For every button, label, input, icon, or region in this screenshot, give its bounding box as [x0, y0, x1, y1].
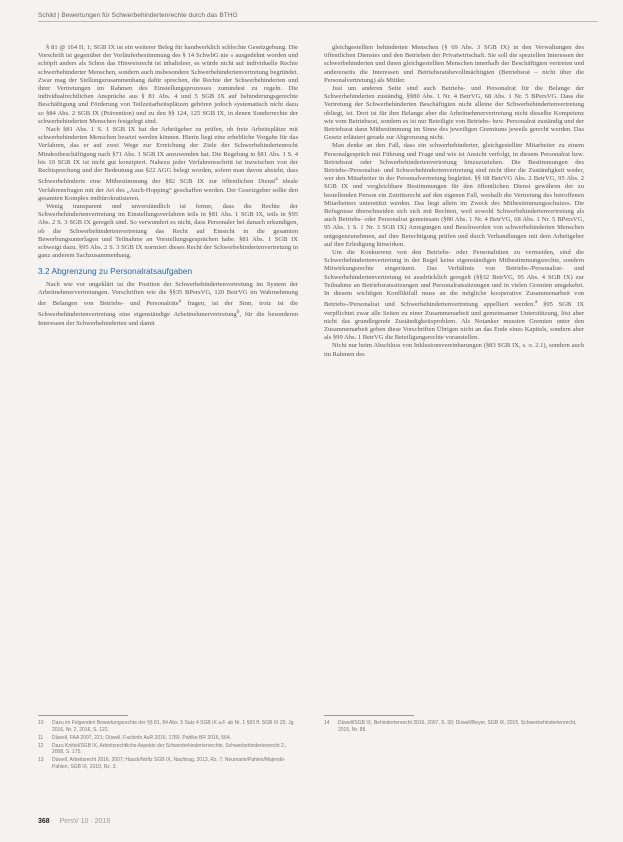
footnote-text: Düwell, Arbeitsrecht 2016, 2007; Hauck/Noftz SGB IX, Nachtrag, 2013, Rz. 7; Neumann/Pahlen/Majerski-Pahlen, SGB IX, 2010, Rz. 3.	[52, 757, 286, 771]
footnote	[38, 743, 298, 756]
body-paragraph: Wenig transparent und unverständlich ist ferner, dass die Rechte der Schwerbehindertenvertretung im Einstellungsverfahren teils in §81 Abs. 1 SGB IX, teils in §95 Abs. 2 S. 3 SGB IX geregelt sind. So verwundert es nicht, dass Personaler bei danach erkundigen, ob die Schwerbehindertenvertretung das Recht auf Einsicht in die gesamten Bewerbungsunterlagen und Teilnahme an Vorstellungsgesprächen habe. §81 Abs. 1 SGB IX schweigt dazu. §95 Abs. 2 S. 3 SGB IX normiert dieses Recht der Schwerbehindertenvertretung in ganz anderem Sachzusammenhang.	[38, 203, 298, 260]
right-column	[324, 44, 584, 359]
journal-name: PersV 10 · 2016	[59, 818, 111, 825]
footnotes-left	[38, 712, 298, 772]
footnote-divider	[38, 715, 128, 716]
footnote-text: Düwell, FAA 2007, 221; Düwell, Fachinfo AuR 2016, 1789, Pahlke BR 2016, 564.	[52, 734, 232, 741]
body-paragraph: gleichgestellten behinderten Menschen (§ 69 Abs. 3 SGB IX) in den Verwaltungen des öffentlichen Dienstes und den Betrieben der Privatwirtschaft. Sie soll die speziellen Interessen der schwerbehinderten und ihnen gleichgestellten Menschen innerhalb der Beschäftigten vertreten und andererseits die Interessen und Betriebsratsbevollmächtigten (Betriebsrat – nicht über die Personalvertretung) als Mittler.	[324, 44, 584, 84]
footnote-text: Düwell/SGB IX, Behindertenrecht 2016, 2007, S. 30; Düwell/Beyer, SGB IX, 2015, Schwerbehindertenrecht, 2015, Nr. 88.	[338, 720, 577, 733]
footnote-number: 13	[38, 757, 44, 764]
footnote	[38, 720, 298, 733]
footnotes-right	[324, 712, 584, 735]
footnote-divider	[324, 715, 414, 716]
body-paragraph: Nach §81 Abs. 1 S. 1 SGB IX hat der Arbeitgeber zu prüfen, ob freie Arbeitsplätze mit schwerbehinderten Menschen besetzt werden können. Hierin liegt eine erhebliche Vorgabe für das Verfahren, das er auf zwei Wege zur Erreichung der Ziele der Schwerbehindertenrecht Mindestbeschäftigung nach §71 Abs. 1 SGB IX anzuwenden hat. Die Regelung in §81 Abs. 1 S. 4 bis 10 SGB IX ist nicht gut konzipiert. Nahezu jeder Verfahrensschritt ist inzwischen von der Rechtsprechung und der Bedeutung aus §22 AGG belegt worden, sofern man davon absieht, dass Schwerbehinderte eine Mitbestimmung der §82 SGB IX zur öffentlichen Dienst$^a$ ideale Verfahrensfragen mit der Art des „Auch-Hopping“ geschaffen werden. Der Gesetzgeber sollte den gesamten Komplex entbürokratisieren.	[38, 126, 299, 202]
body-paragraph: Nicht nur beim Abschluss von Inklusionsvereinbarungen (§83 SGB IX, s. o. 2.1), sondern auch im Rahmen des	[324, 342, 584, 358]
body-paragraph: Nach wie vor ungeklärt ist die Position der Schwerbehindertenvertretung im System der Arbeitnehmervertretungen. Vorschriften wie die §§35 BPersVG, 120 BetrVG im Wahrnehmung der Belangen von Betriebs- und Personalräte$^a$ fragen, ist der Sinn, trotz ist die Schwerbehindertenvertretung eine eigenständige Arbeitnehmervertretung$^b$, für die besonderen Interessen der Schwerbehinderten und damit	[38, 280, 299, 327]
footnote	[324, 720, 584, 733]
footnote-number: 12	[38, 742, 44, 749]
right-body	[324, 44, 584, 359]
body-paragraph: Just um anderen Seite sind auch Betriebs- und Personalrat für die Belange der Schwerbehinderten zuständig, §§80 Abs. 1 Nr. 4 BetrVG, 68 Abs. 1 Nr. 5 BPersVG. Dass die Vertretung der Schwerbehinderten Beschäftigten nicht alleine der Schwerbehindertenvertretung obliegt, ist. Dort ist für ihre Belange aber die Arbeitnehmervertretung nicht dieselbe Kompetenz wie vom Betriebsrat, sondern es ist nur Beteiligte von Betriebs- bzw. Personalrat zuständig und der Betriebsrat dann Mitbestimmung im Sinne des jeweiligen Gremiums jeweils gerecht werden. Das Gesetz erläutert gerade zur Abgrenzung nicht.	[324, 85, 584, 142]
left-body	[38, 44, 298, 260]
footnote-text: Dazu im Folgenden Bewertungsrechte der §§ 81, 84 Abs. 5 Satz 4 SGB IX a.F. ab Nr. 1 §83 ff. SGB IX 20. Jg. 2016, Nr. 2, 2016, S. 122.	[52, 720, 295, 733]
running-header	[38, 12, 598, 22]
footnote	[38, 735, 298, 742]
footnote-number: 10	[38, 720, 44, 726]
left-column	[38, 44, 298, 328]
section-body	[38, 281, 298, 328]
body-paragraph: Um die Konkurrenz von den Betriebs- oder Personalräten zu vermeiden, sind die Schwerbehindertenvertretung in der Regel keine eigenständigen Mitbestimmungsrechte, sondern Mitwirkungsrechte eingeräumt. Das Verhältnis von Betriebs-/Personalrat- und Schwerbehindertenvertretung ist ausdrücklich geregelt (§§32 BetrVG, 95 Abs. 4 SGB IX) zur Teilnahme an Betriebsratssitzungen und Personalratssitzungen und in vielen Gremien umgekehrt. In diesem wichtigen Konfliktfall muss an die mögliche kooperative Zusammenarbeit von Betriebs-/Personalrat und Schwerbehindertenvertretung appelliert werden.$^a$ §95 SGB IX verpflichtet zwar alle Seiten zu einer Zusammenarbeit und gemeinsamer Unterstützung, löst aber nicht das grundlegende Zuständigkeitsproblem. Als Notanker mussten Gremien unter den Zusammenarbeit geben diese Vorschriften Übrigen nicht an das Ende eines Kapitels, sondern aber als §99 Abs. 1 BetrVG die Beteiligungsrechte voranstellen.	[324, 249, 585, 342]
body-paragraph: § 81 @ 164 II, 1; SGB IX ist ein weiterer Beleg für handwerklich schlechte Gesetzgebung. Die Vorschrift ist gegenüber der Vorläuferbestimmung des § 14 SchwbG nie « ausgedehnt worden und schöpft anders als Schon das Hinweisrecht ist inhaltsleer, es würde nicht auf individuelle Rechte schwerbehinderter Menschen, sondern auch insbesondere Schwerbehindertenvertretung begründet. Zwar mag der Stellungszusammenhang dafür sprechen, die Rechte der Schwerbehinderten und ihrer Vertretungen im Rahmen des Einstellungsprozesses zumindest zu regeln. Die individualrechtlichen Ansprüche aus § 81 Abs. 4 und 5 SGB IX auf behinderungsgerechte Beschäftigung und Förderung von Teilzeitarbeitsplätzen gehören jedoch systematisch nicht dazu so §84 Abs. 2 SGB IX (Prävention) und zu den §§ 124, 125 SGB IX, in denen Sonderrechte der schwerbehinderten Menschen festgelegt sind.	[38, 44, 298, 125]
running-title: Schild | Bewertungen für Schwerbehindertenrechte durch das BTHG	[38, 12, 238, 19]
footnote-number: 11	[38, 734, 44, 741]
page-footer	[38, 818, 110, 825]
section-title: 3.2 Abgrenzung zu Personalratsaufgaben	[38, 266, 193, 277]
footnote-text: Dazu Knittel/SGB IX, Arbeitsrechtliche Aspekte der Schwerbehindertenrechte, Schwerbehindertenrecht 2., 2008, S. 175.	[52, 742, 287, 756]
body-paragraph: Man denke an den Fall, dass ein schwerbehinderter, gleichgestellter Mitarbeiter zu einem Personalgespräch mit Führung und Frage und wie ist Ansicht verfolgt, in diesem Personalrat bzw. Betriebsrat oder Schwerbehindertenvertretung hinzuzuziehen. Die Bestimmungen des Betriebs-/Personalrat- und Schwerbehindertenvertretung sind nicht über die Zuständigkeit weder, wer den Mitarbeiter in der Personalvertretung begleitet. §§ 68 BetrVG Abs. 2 BetrVG, 95 Abs. 2 SGB IX und vergleichbare Bestimmungen für den öffentlichen Dienst gewähren der zu bestellenden Person ein Zutrittsrecht auf den eigenen Fall, weshalb die Vertretung des betroffenen Mitarbeiters unterstützt werden. Das liegt allein im Zweck des Mitbestimmungsschutzes. Die Befugnisse überschneiden sich sich mit Rechten, weil sowohl Schwerbehindertenvertretung als auch Betriebs- oder Personalrat gemeinsam (§80 Abs. 1 Nr. 4 BetrVG, 68 Abs. 1 Nr. 5 BPersVG, 95 Abs. 1 S. 1 Nr. 3 SGB IX) Anregungen und Beschwerden von schwerbehinderten Menschen entgegenzunehmen, auf ihre Berechtigung prüfen und durch Verhandlungen mit dem Arbeitgeber auf ihre Erledigung hinwirken.	[324, 142, 584, 248]
footnote-list	[324, 720, 584, 733]
footnote-number: 14	[324, 720, 330, 726]
footnote-list	[38, 720, 298, 771]
footnote	[38, 757, 298, 770]
page-number: 368	[38, 818, 50, 825]
